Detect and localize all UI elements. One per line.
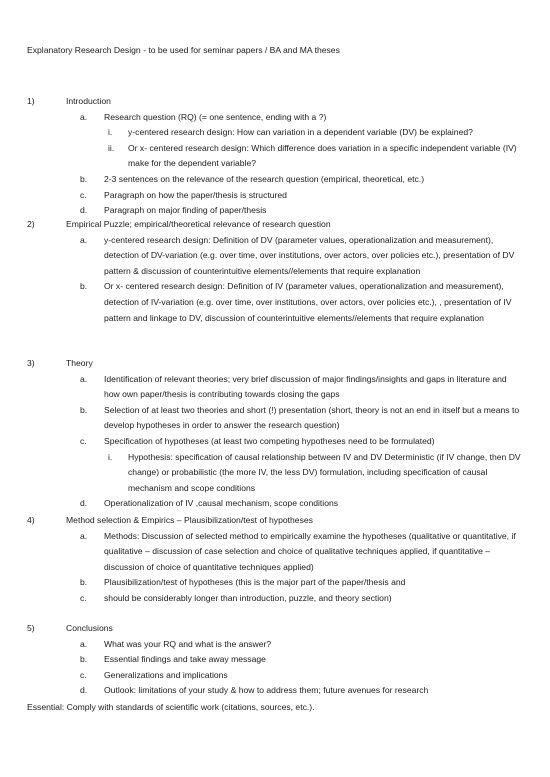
sub-list-item — [27, 125, 524, 141]
section-heading — [27, 513, 524, 529]
item-label: b. — [80, 404, 88, 415]
item-text: should be considerably longer than introduction, puzzle, and theory section) — [104, 592, 392, 603]
item-text: Generalizations and implications — [104, 669, 228, 680]
item-label: i. — [108, 451, 113, 462]
section-method-selection — [27, 513, 524, 607]
section-title: Conclusions — [66, 623, 113, 633]
item-label: b. — [80, 654, 88, 665]
sub-list-item — [27, 450, 524, 497]
item-label: a. — [80, 638, 88, 649]
item-label: d. — [80, 205, 88, 216]
item-label: a. — [80, 234, 88, 245]
section-number: 4) — [27, 515, 35, 525]
list-item — [27, 591, 524, 607]
item-label: d. — [80, 685, 88, 696]
list-item — [27, 652, 524, 668]
section-heading — [27, 356, 524, 372]
item-text: Essential findings and take away message — [104, 654, 266, 665]
section-number: 3) — [27, 358, 35, 368]
section-number: 5) — [27, 623, 35, 633]
section-theory — [27, 356, 524, 512]
item-label: c. — [80, 592, 87, 603]
section-heading — [27, 217, 524, 233]
item-text: Methods: Discussion of selected method to empirically examine the hypotheses (qualitative or quantitative, if qualitative – discussion of case selection and choice of qualitative techniques applied, if quantitative – discussion of choice of quantitative techniques applied) — [104, 530, 516, 572]
sub-list-item — [27, 141, 524, 172]
item-label: ii. — [108, 142, 115, 153]
footer-note: Essential: Comply with standards of scientific work (citations, sources, etc.). — [27, 702, 315, 712]
item-text: Or x- centered research design: Which difference does variation in a specific independent variable (IV) make for the dependent variable? — [128, 142, 517, 169]
section-number: 2) — [27, 219, 35, 229]
item-text: Research question (RQ) (= one sentence, ending with a ?) — [104, 111, 327, 122]
item-label: a. — [80, 373, 88, 384]
list-item — [27, 575, 524, 591]
item-label: c. — [80, 669, 87, 680]
item-text: Or x- centered research design: Definition of IV (parameter values, operationalization and measurement), detection of IV-variation (e.g. over time, over institutions, over actors, over policies etc.), , presentation of IV pattern and linkage to DV, discussion of counterintuitive elements//elements that require explanation — [104, 281, 512, 323]
item-label: c. — [80, 435, 87, 446]
section-empirical-puzzle — [27, 217, 524, 326]
item-label: i. — [108, 127, 113, 138]
item-text: Plausibilization/test of hypotheses (this is the major part of the paper/thesis and — [104, 577, 406, 588]
list-item — [27, 233, 524, 280]
list-item — [27, 188, 524, 204]
item-label: a. — [80, 530, 88, 541]
list-item — [27, 683, 524, 699]
item-text: Paragraph on how the paper/thesis is structured — [104, 189, 287, 200]
item-text: Outlook: limitations of your study & how to address them; future avenues for research — [104, 685, 429, 696]
section-heading — [27, 621, 524, 637]
item-label: b. — [80, 577, 88, 588]
item-text: What was your RQ and what is the answer? — [104, 638, 272, 649]
item-text: Identification of relevant theories; very brief discussion of major findings/insights and gaps in literature and how own paper/thesis is contributing towards closing the gaps — [104, 373, 507, 400]
section-number: 1) — [27, 96, 35, 106]
item-text: Selection of at least two theories and short (!) presentation (short, theory is not an end in itself but a means to develop hypotheses in order to answer the research question) — [104, 404, 520, 431]
item-text: Specification of hypotheses (at least two competing hypotheses need to be formulated) — [104, 435, 435, 446]
item-text: y-centered research design: How can variation in a dependent variable (DV) be explained? — [128, 127, 473, 138]
list-item — [27, 434, 524, 450]
item-label: b. — [80, 173, 88, 184]
item-label: a. — [80, 111, 88, 122]
list-item — [27, 110, 524, 126]
section-title: Empirical Puzzle; empirical/theoretical relevance of research question — [66, 219, 331, 229]
item-label: c. — [80, 189, 87, 200]
list-item — [27, 529, 524, 576]
item-text: Hypothesis: specification of causal relationship between IV and DV Deterministic (if IV change, then DV change) or probabilistic (the more IV, the less DV) formulation, including specification of causal mechanism and scope conditions — [128, 451, 521, 493]
item-text: 2-3 sentences on the relevance of the research question (empirical, theoretical, etc.) — [104, 173, 425, 184]
list-item — [27, 403, 524, 434]
list-item — [27, 172, 524, 188]
section-conclusions — [27, 621, 524, 699]
item-label: b. — [80, 281, 88, 292]
section-introduction — [27, 94, 524, 219]
item-text: Paragraph on major finding of paper/thesis — [104, 205, 267, 216]
item-text: Operationalization of IV ,causal mechanism, scope conditions — [104, 498, 339, 509]
list-item — [27, 372, 524, 403]
item-text: y-centered research design: Definition of DV (parameter values, operationalization and measurement), detection of DV-variation (e.g. over time, over institutions, over actors, over policies etc.), presentation of DV pattern & discussion of counterintuitive elements//elements that require explanation — [104, 234, 515, 276]
item-label: d. — [80, 498, 88, 509]
list-item — [27, 637, 524, 653]
list-item — [27, 668, 524, 684]
section-heading — [27, 94, 524, 110]
list-item — [27, 279, 524, 326]
document-title: Explanatory Research Design - to be used for seminar papers / BA and MA theses — [27, 45, 340, 55]
list-item — [27, 496, 524, 512]
section-title: Method selection & Empirics – Plausibilization/test of hypotheses — [66, 515, 313, 525]
section-title: Introduction — [66, 96, 111, 106]
section-title: Theory — [66, 358, 93, 368]
